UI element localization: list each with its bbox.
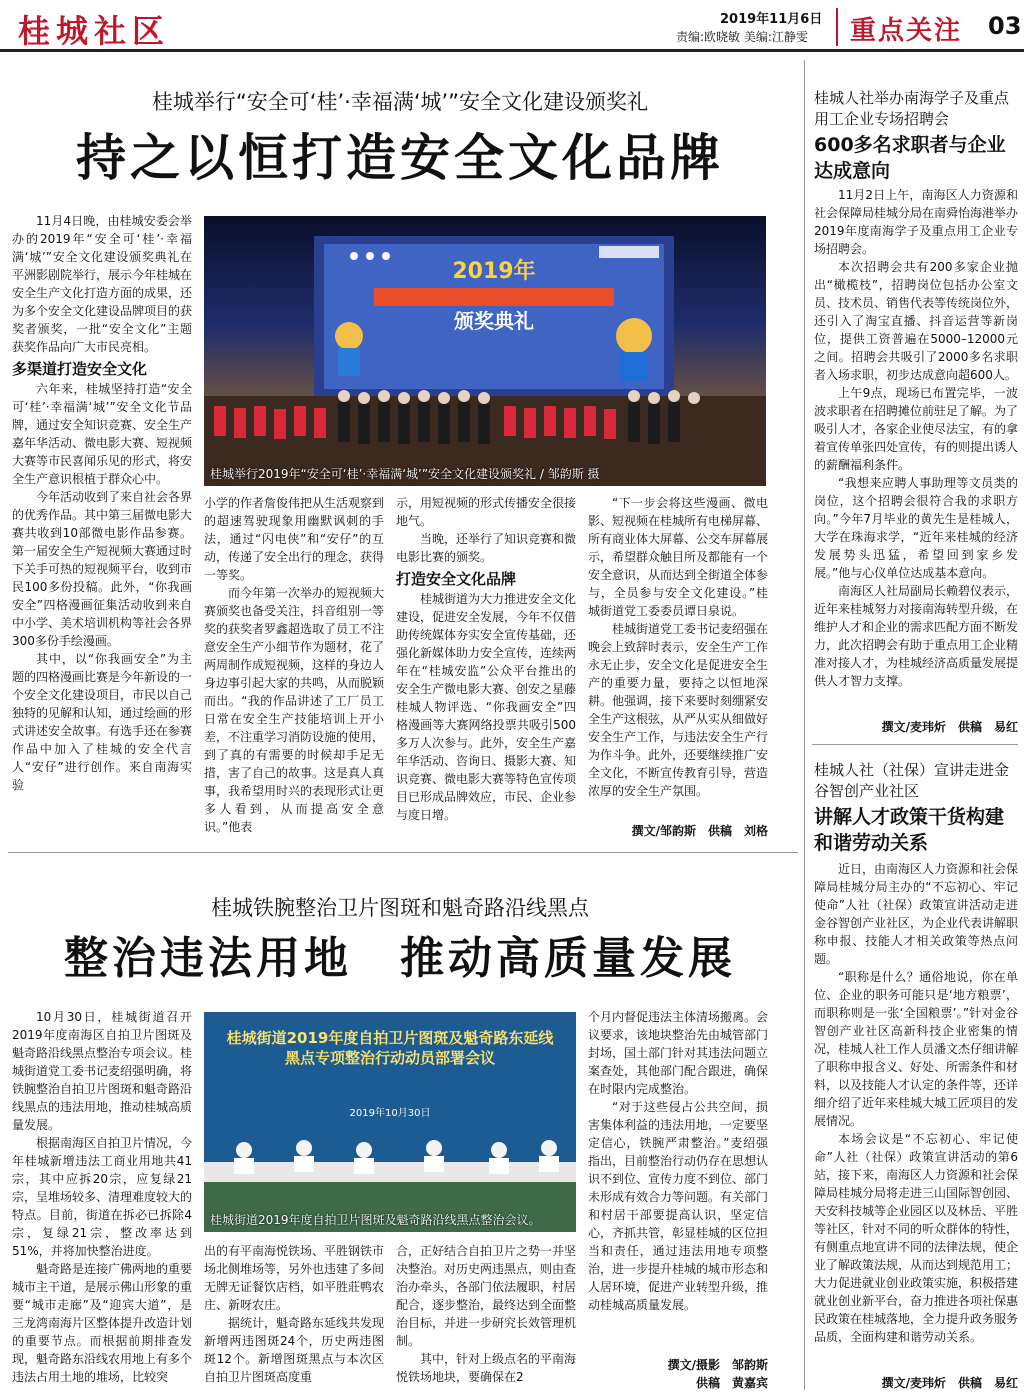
- side1-byline: 撰文/麦玮炘 供稿 易红: [881, 720, 1018, 734]
- story2-paragraph: 其中，针对上级点名的平南海悦铁场地块，要确保在2: [396, 1352, 576, 1384]
- page-number: 03: [988, 12, 1022, 40]
- story1-kicker: 桂城举行“安全可‘桂’·幸福满‘城’”安全文化建设颁奖礼: [151, 90, 649, 114]
- story2-paragraph: “对于这些侵占公共空间，损害集体利益的违法用地，一定要坚定信心，铁腕严肃整治。”麦绍强指出，目前整治行动仍存在思想认识不到位、宣传力度不到位、部门未形成有效合力等问题。有关部门和村居干部要提高认识，坚定信心，齐抓共管，彰显桂城的区位担当和责任，通过违法用地专项整治，进一步提升桂城的城市形态和人居环境，促进产业转型升级，推动桂城高质量发展。: [588, 1100, 768, 1312]
- story2-byline-1: 撰文/摄影 邹韵斯: [667, 1358, 768, 1372]
- story2-paragraph: 10月30日，桂城街道召开2019年度南海区自拍卫片图斑及魁奇路沿线黑点整治专项会议。桂城街道党工委书记麦绍强明确，将铁腕整治自拍卫片图斑和魁奇路沿线黑点的违法用地，推动桂城高质量发展。: [12, 1010, 192, 1132]
- story2-column-3: [396, 1242, 576, 1392]
- side2-headline: 讲解人才政策干货构建和谐劳动关系: [814, 806, 1005, 854]
- side1-paragraph: 南海区人社局副局长赖碧仪表示，近年来桂城努力对接南海转型升级，在维护人才和企业的需求匹配方面不断发力，此次招聘会有助于重点用工企业精准对接人才，为桂城经济高质量发展提供人才智力支撑。: [814, 584, 1018, 688]
- story1-paragraph: 而今年第一次举办的短视频大赛颁奖也备受关注，抖音组别一等奖的获奖者罗鑫超选取了员工不注意安全生产小细节作为题材，花了两周制作成短视频，这样的身边人身边事引起大家的共鸣，从而脱颖而出。“我的作品讲述了工厂员工日常在安全生产技能培训上开小差，不注重学习消防设施的使用，到了真的有需要的时候却手足无措，害了自己的故事。这是真人真事，我希望用时兴的表现形式让更多人看到，从而提高安全意识。”他表: [204, 586, 384, 834]
- story1-subhead-1: 多渠道打造安全文化: [12, 360, 148, 378]
- story1-paragraph: 小学的作者詹俊伟把从生活观察到的超速驾驶现象用幽默讽刺的手法，通过“闪电侠”和“安仔”的互动，传递了安全出行的理念，获得一等奖。: [204, 496, 384, 582]
- story1-paragraph: 11月4日晚，由桂城安委会举办的2019年“安全可‘桂’·幸福满‘城’”安全文化建设颁奖典礼在平洲影剧院举行，展示今年桂城在安全生产文化打造方面的成果，还为多个安全文化建设品牌项目的获奖者颁奖，一批“安全文化”主题获奖作品向广大市民亮相。: [12, 214, 192, 354]
- editors-line: 责编:欧晓敏 美编:江静雯: [676, 30, 808, 44]
- story2-paragraph: 合，正好结合自拍卫片之势一并坚决整治。对历史两违黑点，则由查治办牵头，各部门依法履职，村居配合，逐步整治，最终达到全面整治目标，并进一步研究长效管理机制。: [396, 1244, 576, 1348]
- story1-paragraph: “下一步会将这些漫画、微电影、短视频在桂城所有电梯屏幕、所有商业体大屏幕、公交车屏幕展示，希望群众触目所及都能有一个安全意识，从而达到全街道全体参与，全员参与安全文化建设。”桂城街道党工委委员谭日泉说。: [588, 496, 768, 618]
- side-divider: [812, 744, 1018, 745]
- story2-headline: 整治违法用地 推动高质量发展: [64, 933, 736, 984]
- page-header: [0, 0, 1024, 52]
- side1-paragraph: 11月2日上午，南海区人力资源和社会保障局桂城分局在南舜怡海港举办2019年度南海学子及重点用工企业专场招聘会。: [814, 188, 1018, 256]
- stage-title: 颁奖典礼: [454, 309, 534, 333]
- story1-paragraph: 今年活动收到了来自社会各界的优秀作品。其中第三届微电影大赛共收到10部微电影作品参赛。第一届安全生产短视频大赛通过时下关手可热的短视频平台，收到市民100多份投稿。此外，“你我画安全”四格漫画征集活动收到来自中小学、美术培训机构等社会各界300多份手绘漫画。: [12, 490, 192, 648]
- story2-column-1: [12, 1008, 192, 1392]
- story2-byline-2: 供稿 黄嘉宾: [695, 1376, 768, 1390]
- story1-paragraph: 桂城街道党工委书记麦绍强在晚会上致辞时表示，安全生产工作永无止步，安全文化是促进安全生产的重要力量，要持之以恒地深耕。他强调，接下来要时刻绷紧安全生产这根弦，从严从实从细做好安全生产工作，与违法安全生产行为作斗争。此外，还要继续推广安全文化，不断宣传教育引导，营造浓厚的安全生产氛围。: [588, 622, 768, 798]
- meeting-banner: 桂城街道2019年度自拍卫片图斑及魁奇路东延线黑点专项整治行动动员部署会议: [226, 1029, 554, 1067]
- story2-column-2: [204, 1242, 384, 1392]
- story2-paragraph: 魁奇路是连接广佛两地的重要城市主干道，是展示佛山形象的重要“城市走廊”及“迎宾大道”，是三龙湾南海片区整体提升改造计划的重要节点。而根据前期排查发现，魁奇路东沿线农用地上有多个违法占用土地的堆场，比较突: [12, 1262, 192, 1384]
- story1-paragraph: 其中，以“你我画安全”为主题的四格漫画比赛是今年新设的一个安全文化建设项目，市民以自己独特的见解和认知，通过绘画的形式讲述安全故事。有选手还在参赛作品中加入了桂城的安全代言人“安仔”进行创作。来自南海实验: [12, 652, 192, 792]
- side1-paragraph: 上午9点，现场已布置完毕，一波波求职者在招聘摊位前驻足了解。为了吸引人才，各家企业使尽法宝，有的拿着宣传单张四处宣传，有的则提出诱人的薪酬福利条件。: [814, 386, 1018, 472]
- story2-photo: [204, 1012, 576, 1232]
- side1-headline: 600多名求职者与企业达成意向: [814, 134, 1006, 182]
- story2-kicker: 桂城铁腕整治卫片图斑和魁奇路沿线黑点: [211, 896, 589, 920]
- story2-paragraph: 出的有平南海悦铁场、平胜钢铁市场北侧堆场等，另外也违建了多间无牌无证餐饮店档，如平胜莊鸭农庄、新呀农庄。: [204, 1244, 384, 1312]
- story2-paragraph: 据统计，魁奇路东延线共发现新增两违图斑24个，历史两违图斑12个。新增图斑黑点与本次区自拍卫片图斑高度重: [204, 1316, 384, 1384]
- side2-kicker: 桂城人社（社保）宣讲走进金谷智创产业社区: [814, 761, 1010, 800]
- story-divider: [8, 852, 798, 853]
- section-title: 重点关注: [850, 16, 963, 46]
- side1-kicker: 桂城人社举办南海学子及重点用工企业专场招聘会: [814, 89, 1010, 128]
- masthead-brand: 桂城社区: [18, 12, 171, 50]
- side2-body: [814, 860, 1018, 1372]
- story1-paragraph: 示，用短视频的形式传播安全很接地气。: [396, 496, 576, 528]
- award-ceremony-image: [204, 216, 766, 486]
- side1-paragraph: “我想来应聘人事助理等文员类的岗位，这个招聘会很符合我的求职方向。”今年7月毕业的黄先生是桂城人，大学在珠海求学，“近年来桂城的经济发展势头迅猛，希望回到家乡发展。”他与心仪单位达成基本意向。: [814, 476, 1018, 580]
- story2-paragraph: 根据南海区自拍卫片情况，今年桂城新增违法工商业用地共41宗，其中应拆20宗，应复绿21宗，呈堆场较多、清理难度较大的特点。目前，街道在拆必已拆除4宗，复绿21宗，整改率达到51%，并将加快整治进度。: [12, 1136, 192, 1258]
- header-divider: [836, 8, 838, 46]
- stage-year: 2019年: [452, 259, 536, 284]
- side2-paragraph: 本场会议是“不忘初心、牢记使命”人社（社保）政策宣讲活动的第6站，接下来，南海区人力资源和社会保障局桂城分局将走进三山国际智创园、天安科技城等企业园区以及林岳、平胜等社区，针对不同的听众群体的特性，有侧重点地宣讲不同的法律法规，使企业了解政策法规，从而达到规范用工；大力促进就业创业政策实施，积极搭建就业创业新平台，奋力推进各项社保惠民政策在桂城落地，全力提升政务服务品质，全面构建和谐劳动关系。: [814, 1132, 1018, 1344]
- story1-column-1: [12, 212, 192, 842]
- story1-subhead-2: 打造安全文化品牌: [396, 570, 517, 588]
- story2-photo-caption: 桂城街道2019年度自拍卫片图斑及魁奇路沿线黑点整治会议。: [210, 1213, 541, 1227]
- story1-paragraph: 当晚，还举行了知识竞赛和微电影比赛的颁奖。: [396, 532, 576, 564]
- story1-byline: 撰文/邹韵斯 供稿 刘格: [631, 824, 768, 838]
- side1-body: [814, 186, 1018, 714]
- story1-column-2: [204, 494, 384, 842]
- side2-paragraph: “职称是什么？通俗地说，你在单位、企业的职务可能只是‘地方粮票’，而职称则是一张‘全国粮票’。”针对金谷智创产业社区高新科技企业密集的情况，桂城人社工作人员潘文杰仔细讲解了职称申报含义、好处、所需条件和材料，以及技能人才认定的条件等，还详细介绍了近年来桂城大城工匠项目的发展情况。: [814, 970, 1018, 1128]
- story1-paragraph: 桂城街道为大力推进安全文化建设，促进安全发展，今年不仅借助传统媒体夯实安全宣传基础，还强化新媒体助力安全宣传，连续两年在“桂城安监”公众平台推出的安全生产微电影大赛、创安之星藤桂城人物评选、“你我画安全”四格漫画等大赛网络投票共吸引500多万人次参与。此外，安全生产嘉年华活动、咨询日、摄影大赛、知识竞赛、微电影大赛等特色宣传项目已形成品牌效应，市民、企业参与度日增。: [396, 592, 576, 822]
- story1-photo-caption: 桂城举行2019年“安全可‘桂’·幸福满‘城’”安全文化建设颁奖礼 / 邹韵斯 摄: [210, 467, 600, 481]
- story1-column-3: [396, 494, 576, 842]
- side2-byline: 撰文/麦玮炘 供稿 易红: [881, 1376, 1018, 1390]
- story2-paragraph: 个月内督促违法主体清场搬离。会议要求，该地块整治先由城管部门封场，国土部门针对其违法问题立案查处，其他部门配合跟进，确保在时限内完成整治。: [588, 1010, 768, 1096]
- column-divider: [804, 60, 805, 1390]
- side1-paragraph: 本次招聘会共有200多家企业抛出“橄榄枝”，招聘岗位包括办公室文员、技术员、销售代表等传统岗位外，还引入了淘宝直播、抖音运营等新岗位，提供工资普遍在5000–12000元之间。招聘会共吸引了2000多名求职者入场求职，初步达成意向超600人。: [814, 260, 1018, 382]
- issue-date: 2019年11月6日: [720, 12, 823, 27]
- story1-photo: [204, 216, 766, 486]
- meeting-date: 2019年10月30日: [349, 1108, 431, 1119]
- story2-column-4: [588, 1008, 768, 1352]
- story1-paragraph: 六年来，桂城坚持打造“安全可‘桂’·幸福满‘城’”安全文化节品牌，通过安全知识竞赛、安全生产嘉年华活动、微电影大赛、短视频大赛等市民喜闻乐见的形式，将安全生产意识根植于群众心中。: [12, 382, 192, 486]
- story1-column-4: [588, 494, 768, 820]
- side2-paragraph: 近日，由南海区人力资源和社会保障局桂城分局主办的“不忘初心、牢记使命”人社（社保）政策宣讲活动走进金谷智创产业社区，为企业代表讲解职称申报、技能人才相关政策等热点问题。: [814, 862, 1018, 966]
- story1-headline: 持之以恒打造安全文化品牌: [76, 128, 724, 187]
